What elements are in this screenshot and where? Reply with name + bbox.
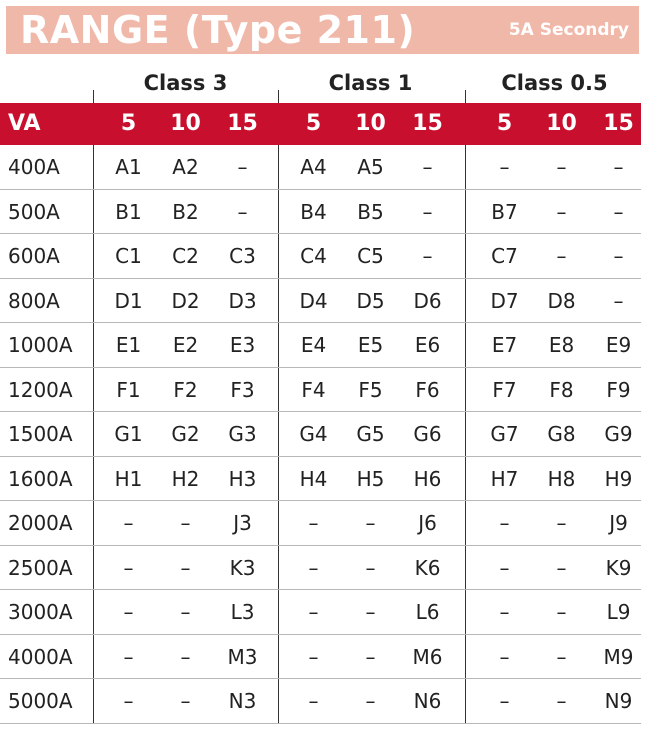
table-row <box>0 412 641 457</box>
table-cell: K9 <box>605 555 632 580</box>
table-cell: G5 <box>356 422 385 446</box>
table-cell: – <box>365 644 376 669</box>
table-cell: D8 <box>547 288 576 313</box>
range-table-body <box>0 145 641 724</box>
table-cell: E2 <box>172 333 199 357</box>
table-cell: N3 <box>228 689 257 713</box>
table-cell: D4 <box>299 288 328 313</box>
table-cell: L6 <box>415 600 440 624</box>
va-column: 15 <box>412 111 443 136</box>
table-cell: B1 <box>115 199 142 224</box>
table-cell: F5 <box>358 377 383 402</box>
row-label: 800A <box>8 288 60 313</box>
table-cell: G4 <box>299 422 328 446</box>
table-cell: – <box>365 511 376 535</box>
table-cell: – <box>180 555 191 580</box>
va-column: 5 <box>305 111 322 136</box>
table-cell: – <box>365 600 376 624</box>
table-cell: – <box>613 244 624 268</box>
table-cell: M6 <box>412 644 443 669</box>
row-label: 2500A <box>8 555 73 580</box>
table-cell: A4 <box>300 155 327 179</box>
row-label: 1600A <box>8 466 73 491</box>
table-cell: C5 <box>357 244 384 268</box>
va-column: 10 <box>546 111 577 136</box>
table-cell: – <box>308 600 319 624</box>
class-3-header: Class 3 <box>143 71 228 95</box>
row-label: 3000A <box>8 600 73 624</box>
table-cell: – <box>123 511 134 535</box>
column-divider <box>278 90 279 103</box>
table-cell: A5 <box>357 155 384 179</box>
table-cell: H8 <box>547 466 576 491</box>
table-cell: B4 <box>300 199 327 224</box>
table-row <box>0 590 641 635</box>
table-cell: A2 <box>172 155 199 179</box>
page-title: RANGE (Type 211) <box>20 8 416 52</box>
table-cell: H2 <box>171 466 200 491</box>
table-cell: F9 <box>606 377 631 402</box>
row-label: 400A <box>8 155 60 179</box>
table-cell: – <box>556 644 567 669</box>
table-row <box>0 501 641 546</box>
table-cell: E4 <box>300 333 327 357</box>
table-cell: G9 <box>604 422 633 446</box>
table-row <box>0 279 641 324</box>
table-row <box>0 145 641 190</box>
table-cell: G2 <box>171 422 200 446</box>
table-cell: A1 <box>115 155 142 179</box>
table-cell: H9 <box>604 466 633 491</box>
table-cell: – <box>365 689 376 713</box>
table-cell: D3 <box>228 288 257 313</box>
table-cell: E9 <box>605 333 632 357</box>
table-cell: – <box>556 155 567 179</box>
table-cell: F8 <box>549 377 574 402</box>
table-cell: G8 <box>547 422 576 446</box>
table-row <box>0 190 641 235</box>
table-cell: – <box>613 199 624 224</box>
table-cell: – <box>308 555 319 580</box>
table-cell: G3 <box>228 422 257 446</box>
table-cell: N9 <box>604 689 633 713</box>
table-cell: – <box>499 511 510 535</box>
class-1-header: Class 1 <box>328 71 413 95</box>
table-cell: – <box>556 244 567 268</box>
table-cell: K6 <box>414 555 441 580</box>
table-cell: H5 <box>356 466 385 491</box>
table-cell: – <box>422 155 433 179</box>
table-cell: B7 <box>491 199 518 224</box>
row-label: 1000A <box>8 333 73 357</box>
class-0-5-header: Class 0.5 <box>501 71 608 95</box>
table-row <box>0 546 641 591</box>
table-cell: J6 <box>418 511 437 535</box>
row-label: 600A <box>8 244 60 268</box>
table-cell: – <box>123 644 134 669</box>
table-cell: K3 <box>229 555 256 580</box>
table-cell: F2 <box>173 377 198 402</box>
column-divider <box>465 90 466 103</box>
table-cell: F6 <box>415 377 440 402</box>
table-cell: E5 <box>357 333 384 357</box>
table-cell: G1 <box>114 422 143 446</box>
table-cell: E1 <box>115 333 142 357</box>
row-label: 4000A <box>8 644 73 669</box>
table-cell: – <box>499 689 510 713</box>
table-cell: – <box>308 644 319 669</box>
table-cell: – <box>123 600 134 624</box>
table-row <box>0 635 641 680</box>
table-cell: – <box>123 689 134 713</box>
table-cell: M9 <box>603 644 634 669</box>
table-cell: – <box>556 555 567 580</box>
table-cell: H7 <box>490 466 519 491</box>
row-label: 500A <box>8 199 60 224</box>
row-label: 1500A <box>8 422 73 446</box>
va-header-row <box>0 103 641 145</box>
table-cell: – <box>556 199 567 224</box>
table-cell: C3 <box>229 244 256 268</box>
table-cell: – <box>499 644 510 669</box>
table-cell: D1 <box>114 288 143 313</box>
table-cell: E6 <box>414 333 441 357</box>
table-cell: – <box>422 244 433 268</box>
table-cell: – <box>308 689 319 713</box>
table-cell: – <box>237 155 248 179</box>
page-subtitle: 5A Secondry <box>508 20 629 40</box>
table-cell: F3 <box>230 377 255 402</box>
table-cell: N6 <box>413 689 442 713</box>
table-cell: D6 <box>413 288 442 313</box>
table-cell: D2 <box>171 288 200 313</box>
table-cell: H4 <box>299 466 328 491</box>
table-cell: – <box>180 689 191 713</box>
va-column: 5 <box>496 111 513 136</box>
table-cell: M3 <box>227 644 258 669</box>
table-cell: G6 <box>413 422 442 446</box>
table-cell: C4 <box>300 244 327 268</box>
table-cell: J3 <box>233 511 252 535</box>
table-cell: – <box>308 511 319 535</box>
table-cell: L3 <box>230 600 255 624</box>
table-cell: C7 <box>491 244 518 268</box>
table-cell: G7 <box>490 422 519 446</box>
table-cell: E8 <box>548 333 575 357</box>
table-cell: – <box>613 155 624 179</box>
table-cell: H3 <box>228 466 257 491</box>
table-cell: H1 <box>114 466 143 491</box>
va-column: 10 <box>170 111 201 136</box>
table-cell: D7 <box>490 288 519 313</box>
table-row <box>0 679 641 724</box>
table-cell: – <box>180 644 191 669</box>
row-label: 2000A <box>8 511 73 535</box>
va-column: 15 <box>227 111 258 136</box>
table-cell: – <box>422 199 433 224</box>
row-label: 5000A <box>8 689 73 713</box>
table-cell: B2 <box>172 199 199 224</box>
table-cell: B5 <box>357 199 384 224</box>
table-cell: – <box>556 689 567 713</box>
va-column: 5 <box>120 111 137 136</box>
column-divider <box>93 90 94 103</box>
title-banner <box>6 6 639 54</box>
table-row <box>0 323 641 368</box>
table-cell: F4 <box>301 377 326 402</box>
table-cell: C2 <box>172 244 199 268</box>
table-cell: – <box>237 199 248 224</box>
table-cell: D5 <box>356 288 385 313</box>
table-cell: – <box>365 555 376 580</box>
table-cell: J9 <box>609 511 628 535</box>
table-cell: E3 <box>229 333 256 357</box>
table-cell: F1 <box>116 377 141 402</box>
va-label: VA <box>8 111 41 136</box>
table-cell: – <box>123 555 134 580</box>
table-row <box>0 234 641 279</box>
table-cell: – <box>613 288 624 313</box>
table-cell: F7 <box>492 377 517 402</box>
table-cell: H6 <box>413 466 442 491</box>
table-cell: C1 <box>115 244 142 268</box>
table-cell: – <box>499 155 510 179</box>
table-cell: – <box>556 600 567 624</box>
table-cell: – <box>180 511 191 535</box>
table-row <box>0 368 641 413</box>
table-row <box>0 457 641 502</box>
va-column: 15 <box>603 111 634 136</box>
table-cell: – <box>499 555 510 580</box>
table-cell: – <box>180 600 191 624</box>
table-cell: E7 <box>491 333 518 357</box>
row-label: 1200A <box>8 377 73 402</box>
table-cell: – <box>499 600 510 624</box>
table-cell: – <box>556 511 567 535</box>
table-cell: L9 <box>606 600 631 624</box>
va-column: 10 <box>355 111 386 136</box>
